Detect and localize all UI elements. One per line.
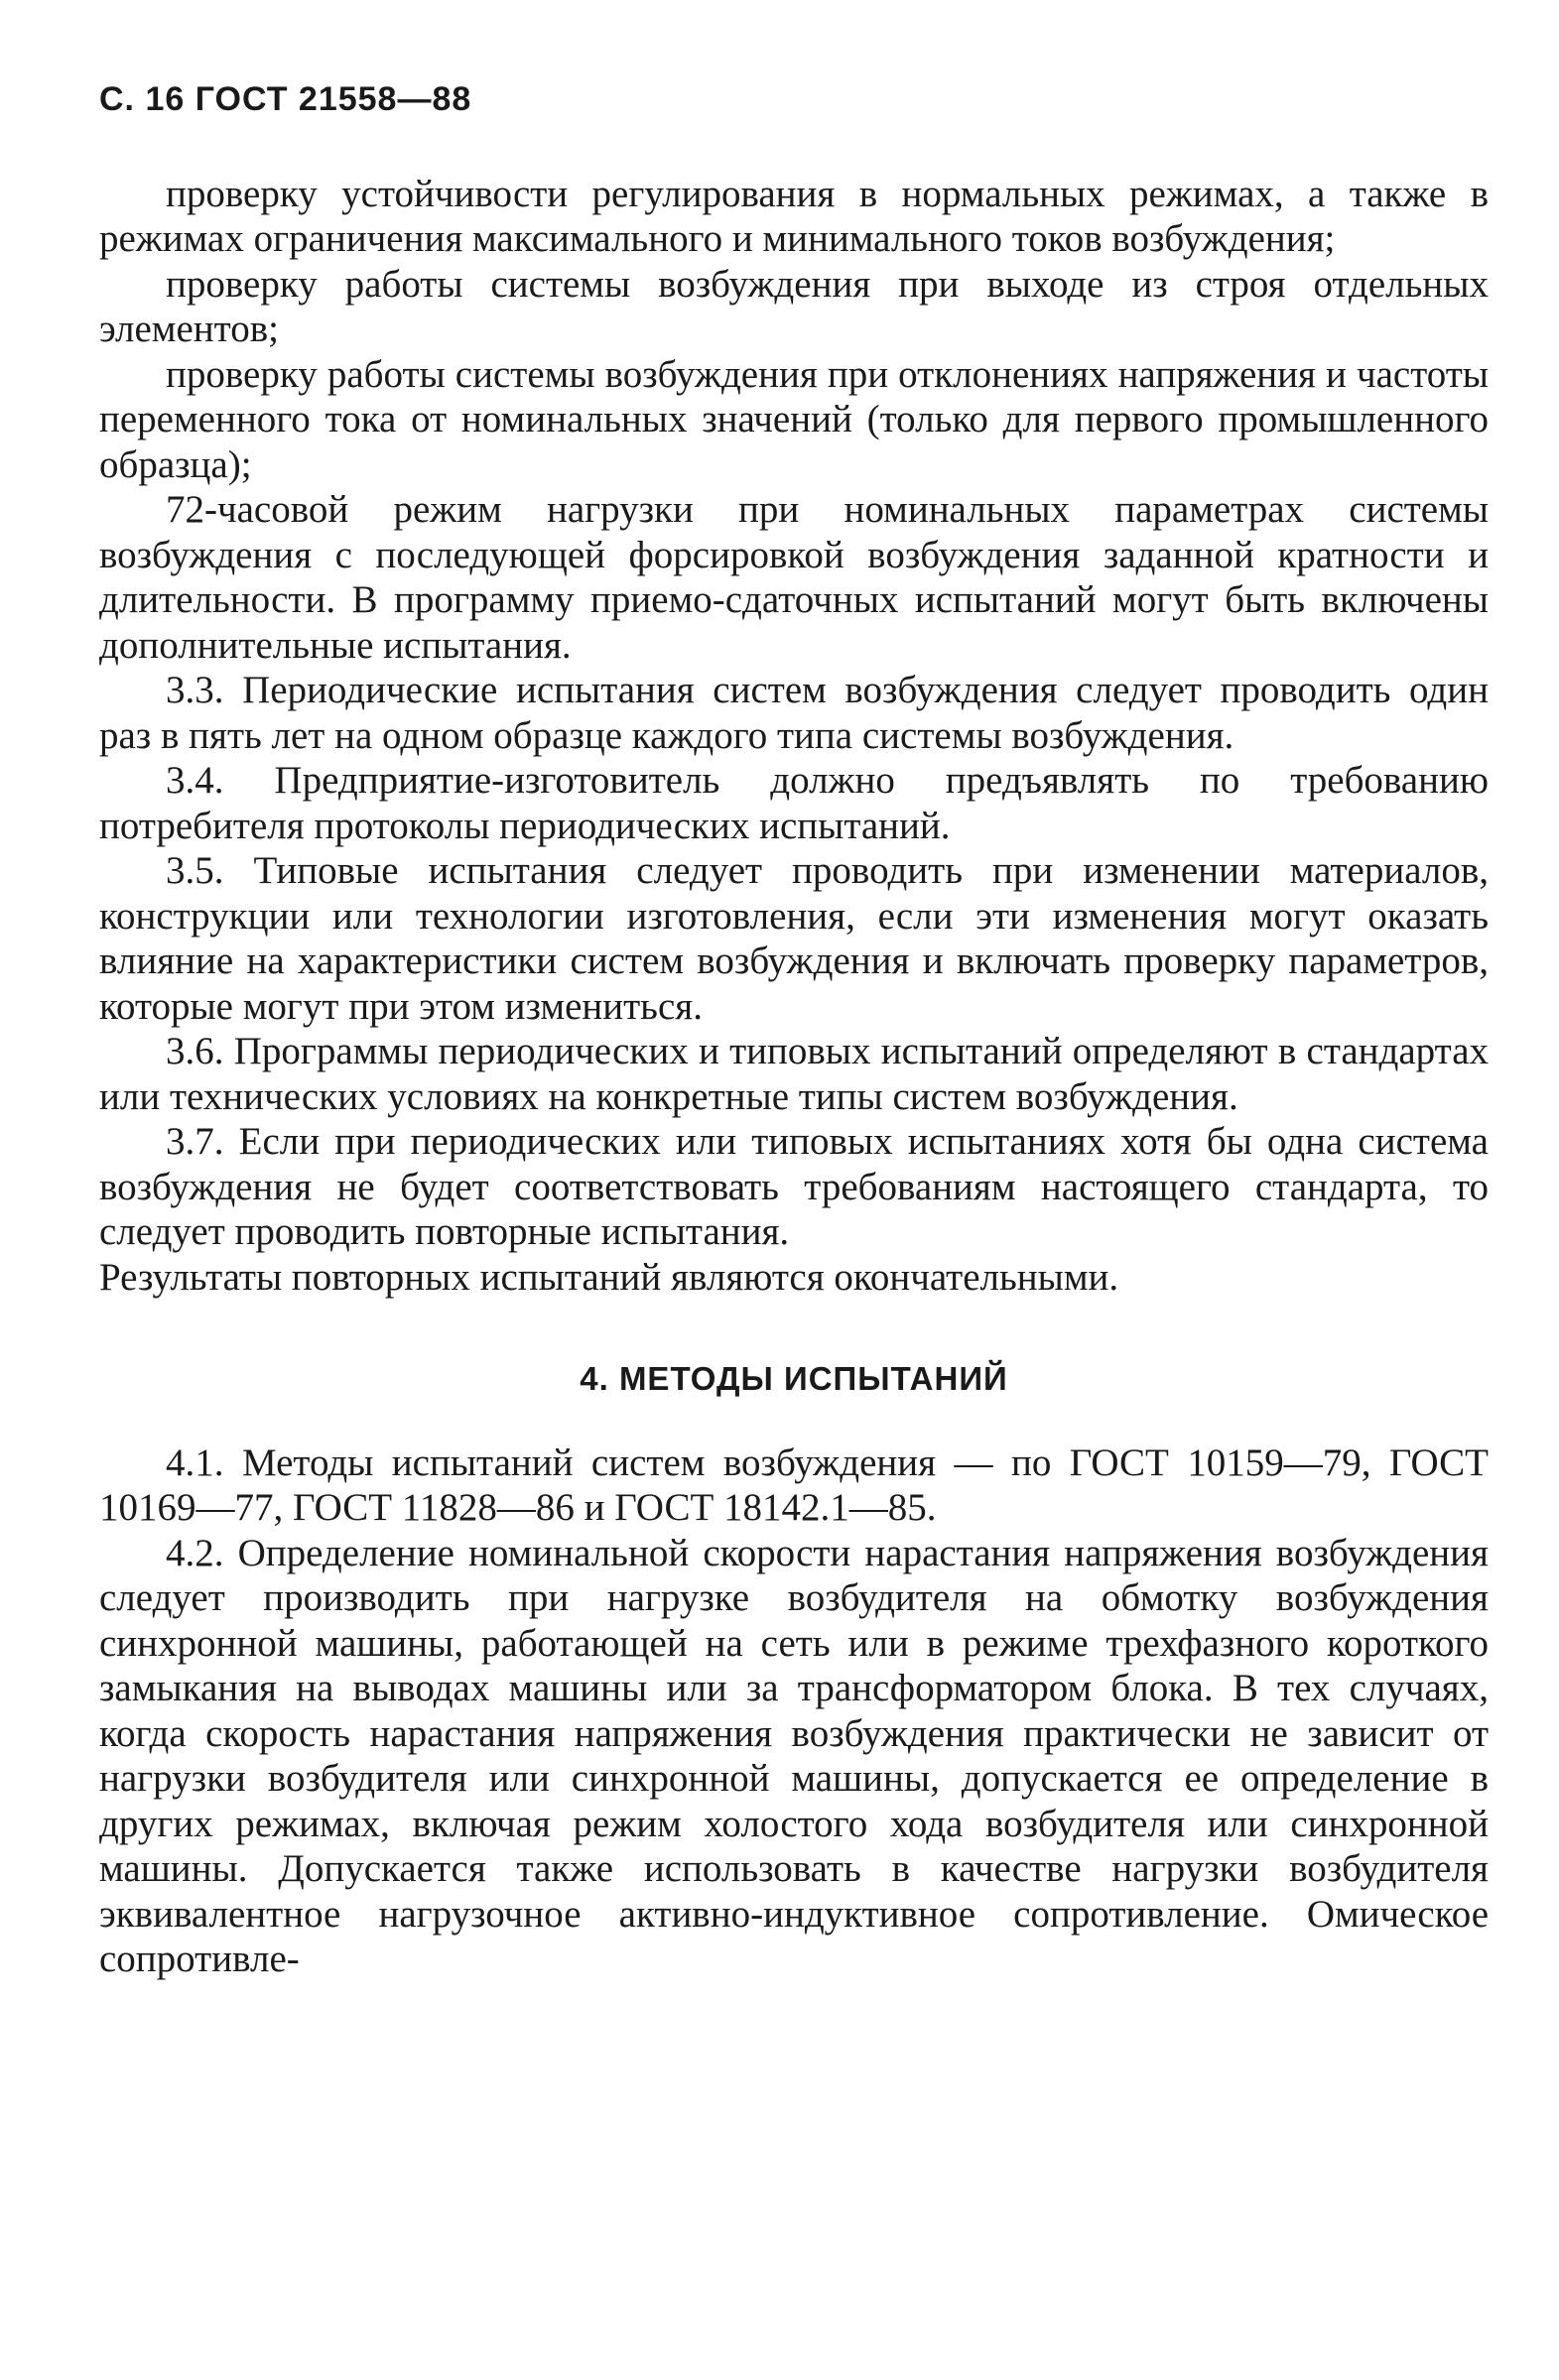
paragraph-4-2: 4.2. Определение номинальной скорости нарастания напряжения возбуждения следует производить при нагрузке возбудителя на обмотку возбуждения синхронной машины, работающей на сеть или в режиме трехфазного короткого замыкания на выводах машины или за трансформатором блока. В тех случаях, когда скорость нарастания напряжения возбуждения практически не зависит от нагрузки возбудителя или синхронной машины, допускается ее определение в других режимах, включая режим холостого хода возбудителя или синхронной машины. Допускается также использовать в качестве нагрузки возбудителя эквивалентное нагрузочное активно-индуктивное сопротивление. Омическое сопротивле- <box>99 1531 1489 1981</box>
paragraph-results-final: Результаты повторных испытаний являются окончательными. <box>99 1255 1119 1299</box>
paragraph-3-7: 3.7. Если при периодических или типовых испытаниях хотя бы одна система возбуждения не будет соответствовать требованиям настоящего стандарта, то следует проводить повторные испытания. <box>99 1120 1489 1254</box>
body-text <box>99 172 1489 1982</box>
paragraph-3-6: 3.6. Программы периодических и типовых испытаний определяют в стандартах или технических условиях на конкретные типы систем возбуждения. <box>99 1030 1489 1118</box>
document-page <box>99 79 1489 1982</box>
paragraph-3-3: 3.3. Периодические испытания систем возбуждения следует проводить один раз в пять лет на одном образце каждого типа системы возбуждения. <box>99 669 1489 757</box>
paragraph-4-1: 4.1. Методы испытаний систем возбуждения — по ГОСТ 10159—79, ГОСТ 10169—77, ГОСТ 11828—86 и ГОСТ 18142.1—85. <box>99 1441 1489 1530</box>
paragraph-3-5: 3.5. Типовые испытания следует проводить при изменении материалов, конструкции или технологии изготовления, если эти изменения могут оказать влияние на характеристики систем возбуждения и включать проверку параметров, которые могут при этом измениться. <box>99 849 1489 1028</box>
page-header: С. 16 ГОСТ 21558—88 <box>99 80 472 118</box>
paragraph-element-failure-check: проверку работы системы возбуждения при выходе из строя отдельных элементов; <box>99 262 1489 351</box>
paragraph-72-hour-load: 72-часовой режим нагрузки при номинальных параметрах системы возбуждения с последующей форсировкой возбуждения заданной кратности и длительности. В программу приемо-сдаточных испытаний могут быть включены дополнительные испытания. <box>99 488 1489 667</box>
paragraph-stability-check: проверку устойчивости регулирования в нормальных режимах, а также в режимах ограничения максимального и минимального токов возбуждения; <box>99 172 1489 261</box>
section-title-test-methods: 4. МЕТОДЫ ИСПЫТАНИЙ <box>580 1360 1008 1398</box>
paragraph-3-4: 3.4. Предприятие-изготовитель должно предъявлять по требованию потребителя протоколы периодических испытаний. <box>99 759 1489 847</box>
paragraph-voltage-deviation-check: проверку работы системы возбуждения при отклонениях напряжения и частоты переменного тока от номинальных значений (только для первого промышленного образца); <box>99 352 1489 486</box>
